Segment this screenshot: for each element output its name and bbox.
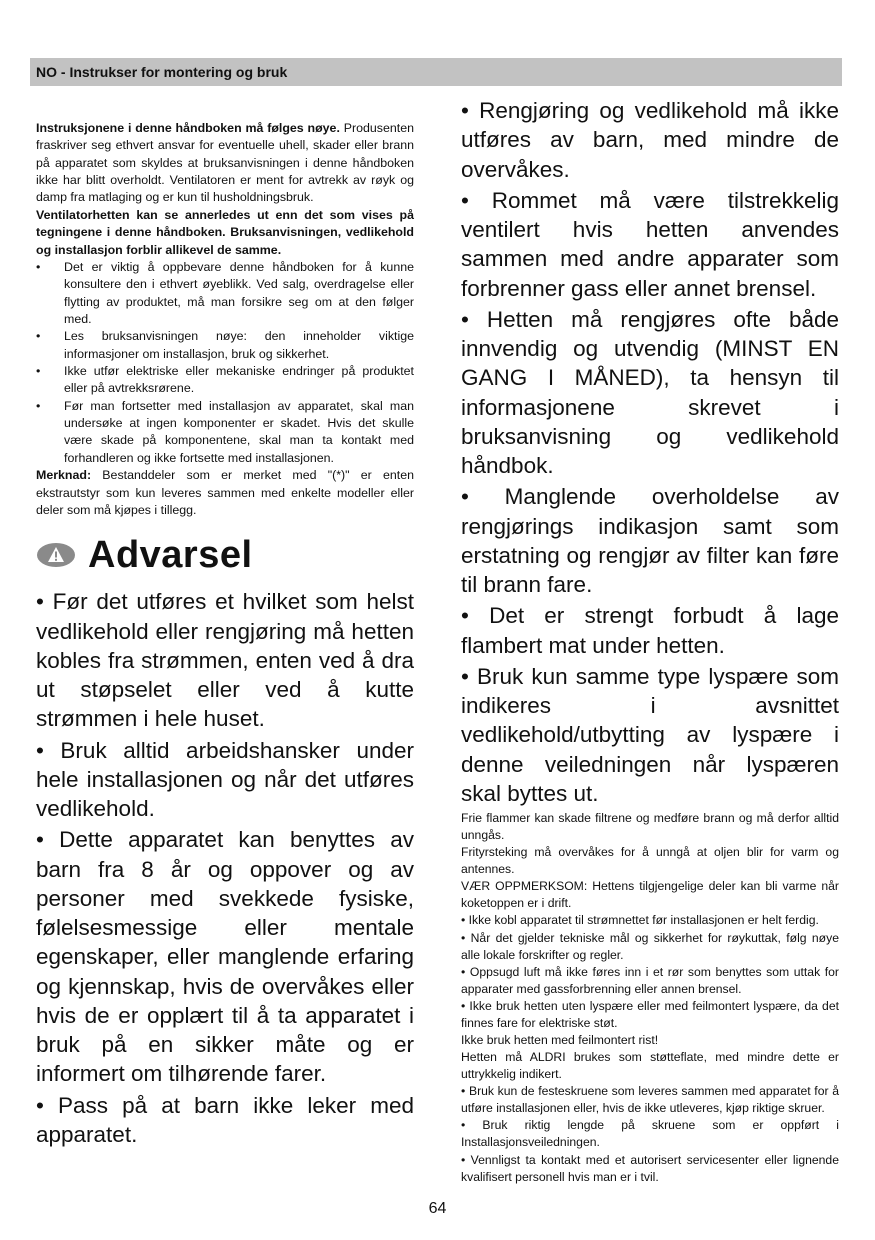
appearance-note-text: Ventilatorhetten kan se annerledes ut enn det som vises på tegningene i denne håndboken. Bruksanvisningen, vedlikehold og installasjon forblir allikevel de samme. — [36, 207, 414, 257]
left-column — [36, 120, 414, 1151]
warning-heading-row — [36, 529, 414, 581]
safety-note: • Oppsugd luft må ikke føres inn i et rør som benyttes som uttak for apparater med gassforbrenning eller annen brensel. — [461, 964, 839, 996]
warning-item: • Manglende overholdelse av rengjørings indikasjon samt som erstatning og rengjør av filter kan føre til brann fare. — [461, 484, 839, 597]
safety-note: • Bruk riktig lengde på skruene som er oppført i Installasjonsveiledningen. — [461, 1118, 839, 1150]
safety-note: • Ikke kobl apparatet til strømnettet før installasjonen er helt ferdig. — [461, 913, 819, 928]
safety-note: • Ikke bruk hetten uten lyspære eller med feilmontert lyspære, da det finnes fare for elektriske støt. — [461, 998, 839, 1030]
section-header — [30, 58, 842, 86]
intro-paragraph — [36, 120, 414, 207]
page-number: 64 — [428, 1200, 447, 1217]
list-item: • Før man fortsetter med installasjon av apparatet, skal man undersøke at ingen komponenter er skadet. Hvis det skulle være skade på komponentene, skal man ta kontakt med forhandleren og ikke fortsette med installasjonen. — [36, 398, 414, 467]
remark-paragraph — [36, 467, 414, 519]
warning-item: • Dette apparatet kan benyttes av barn fra 8 år og oppover og av personer med svekkede fysiske, følelsesmessige eller mentale egenskaper, eller manglende erfaring og kjennskap, hvis de overvåkes eller hvis de er opplært til å ta apparatet i bruk på en sikker måte og er informert om tilhørende farer. — [36, 827, 414, 1087]
intro-bold-text: Instruksjonene i denne håndboken må følges nøye. — [36, 121, 340, 135]
warning-item: • Det er strengt forbudt å lage flambert mat under hetten. — [461, 603, 839, 658]
intro-bullet-list — [36, 259, 414, 467]
list-item: • Les bruksanvisningen nøye: den inneholder viktige informasjoner om installasjon, bruk og sikkerhet. — [36, 328, 414, 363]
remark-text: Bestanddeler som er merket med "(*)" er enten ekstrautstyr som kun leveres sammen med enkelte modeller eller deler som må kjøpes i tillegg. — [36, 468, 414, 517]
safety-note: Frie flammer kan skade filtrene og medføre brann og må derfor alltid unngås. — [461, 811, 839, 843]
warning-item: • Hetten må rengjøres ofte både innvendig og utvendig (MINST EN GANG I MÅNED), ta hensyn til informasjonene skrevet i bruksanvisning og vedlikehold håndbok. — [461, 306, 839, 478]
warning-item: • Rommet må være tilstrekkelig ventilert hvis hetten anvendes sammen med andre apparater som forbrenner gass eller annet brensel. — [461, 187, 839, 301]
list-item: • Ikke utfør elektriske eller mekaniske endringer på produktet eller på avtrekksrørene. — [36, 363, 414, 398]
intro-text: Produsenten fraskriver seg ethvert ansvar for eventuelle uhell, skader eller brann på apparatet som skyldes at bruksanvisningen i denne håndboken ikke har blitt overholdt. Ventilatoren er ment for avtrekk av røyk og damp fra matlaging og er kun til husholdningsbruk. — [36, 121, 415, 205]
warning-item: • Pass på at barn ikke leker med apparatet. — [36, 1092, 414, 1147]
section-header-title: NO - Instrukser for montering og bruk — [36, 64, 288, 80]
warning-icon — [36, 542, 76, 568]
safety-note: Hetten må ALDRI brukes som støtteflate, med mindre dette er uttrykkelig indikert. — [461, 1050, 839, 1082]
safety-note: Frityrsteking må overvåkes for å unngå at oljen blir for varm og antennes. — [461, 845, 839, 877]
warning-item: • Bruk kun samme type lyspære som indikeres i avsnittet vedlikehold/utbytting av lyspære i denne veiledningen når lyspæren skal byttes ut. — [461, 663, 839, 806]
safety-note: • Bruk kun de festeskruene som leveres sammen med apparatet for å utføre installasjonen eller, hvis de ikke utleveres, kjøp riktige skruer. — [461, 1084, 839, 1116]
safety-note: Ikke bruk hetten med feilmontert rist! — [461, 1033, 659, 1048]
safety-note: • Vennligst ta kontakt med et autorisert servicesenter eller lignende kvalifisert personell hvis man er i tvil. — [461, 1152, 839, 1184]
safety-note: VÆR OPPMERKSOM: Hettens tilgjengelige deler kan bli varme når koketoppen er i drift. — [461, 879, 839, 911]
remark-label: Merknad: — [36, 468, 92, 483]
safety-note: • Når det gjelder tekniske mål og sikkerhet for røykuttak, følg nøye alle lokale forskrifter og regler. — [461, 930, 839, 962]
appearance-note — [36, 207, 414, 259]
warning-item: • Bruk alltid arbeidshansker under hele installasjonen og når det utføres vedlikehold. — [36, 737, 414, 822]
right-column — [461, 96, 839, 1186]
list-item: • Det er viktig å oppbevare denne håndboken for å kunne konsultere den i ethvert øyeblikk. Ved salg, overdragelse eller flytting av produktet, må man forsikre seg om at den følger med. — [36, 259, 414, 328]
warning-title: Advarsel — [88, 533, 253, 576]
warning-item: • Rengjøring og vedlikehold må ikke utføres av barn, med mindre de overvåkes. — [461, 98, 839, 182]
warning-item: • Før det utføres et hvilket som helst vedlikehold eller rengjøring må hetten kobles fra strømmen, enten ved å dra ut støpselet eller ved å kutte strømmen i hele huset. — [36, 589, 414, 732]
